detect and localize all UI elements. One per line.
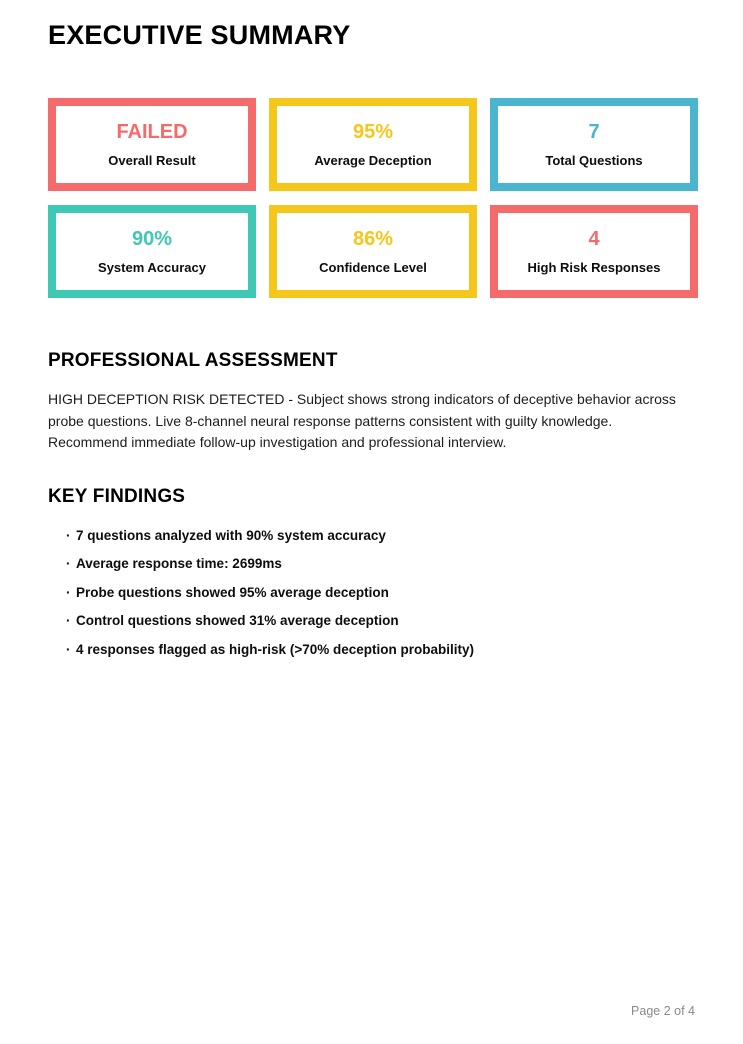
key-findings-heading: KEY FINDINGS <box>48 485 186 507</box>
stat-value: 86% <box>352 228 394 250</box>
finding-item: · Average response time: 2699ms <box>48 556 695 572</box>
stat-value: FAILED <box>116 121 188 143</box>
finding-item: · Probe questions showed 95% average deception <box>48 585 695 601</box>
finding-item: · 4 responses flagged as high-risk (>70% deception probability) <box>48 642 695 658</box>
stat-value: 7 <box>588 121 600 143</box>
key-findings-list <box>48 528 695 658</box>
stat-card-confidence-level <box>269 205 477 298</box>
stat-value: 90% <box>131 228 173 250</box>
stat-label: Average Deception <box>314 153 432 168</box>
stat-card-total-questions <box>490 98 698 191</box>
stat-value: 95% <box>352 121 394 143</box>
stat-card-system-accuracy <box>48 205 256 298</box>
stat-label: Overall Result <box>108 153 196 168</box>
assessment-body-text: HIGH DECEPTION RISK DETECTED - Subject shows strong indicators of deceptive behavior across probe questions. Live 8-channel neural response patterns consistent with guilty knowledge. Recommend immediate follow-up investigation and professional interview. <box>48 391 676 450</box>
stat-card-overall-result <box>48 98 256 191</box>
stat-card-high-risk-responses <box>490 205 698 298</box>
assessment-heading: PROFESSIONAL ASSESSMENT <box>48 350 338 371</box>
stat-label: Total Questions <box>545 153 643 168</box>
finding-item: · Control questions showed 31% average deception <box>48 613 695 629</box>
stat-value: 4 <box>588 228 600 250</box>
page-number: Page 2 of 4 <box>631 1004 695 1018</box>
summary-cards-grid <box>48 98 698 298</box>
page-title: EXECUTIVE SUMMARY <box>48 20 351 50</box>
stat-label: High Risk Responses <box>527 260 661 275</box>
finding-item: · 7 questions analyzed with 90% system accuracy <box>48 528 695 544</box>
stat-label: System Accuracy <box>98 260 206 275</box>
stat-card-average-deception <box>269 98 477 191</box>
stat-label: Confidence Level <box>319 260 427 275</box>
